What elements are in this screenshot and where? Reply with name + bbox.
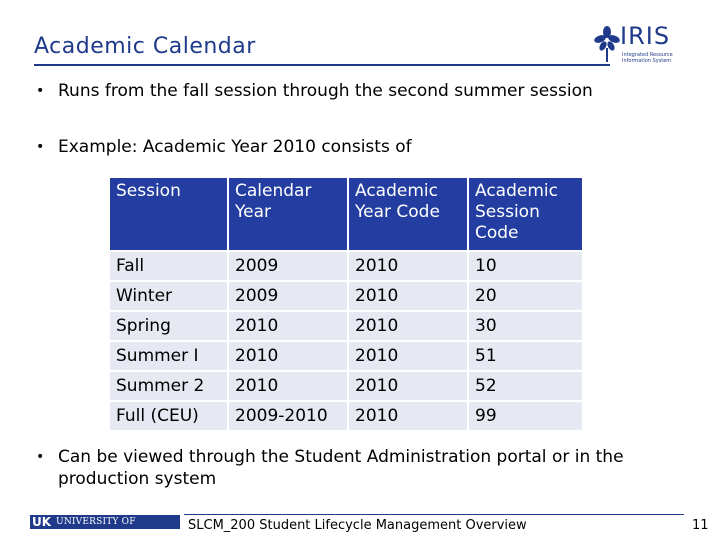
table-row <box>110 402 582 430</box>
slide-title: Academic Calendar <box>34 34 256 59</box>
cell-session-code: 52 <box>469 372 582 400</box>
uk-mark: UK <box>32 515 52 529</box>
university-name: UNIVERSITY OF KENTUCKY <box>53 515 180 529</box>
cell-session-code: 30 <box>469 312 582 340</box>
bullet-text: Example: Academic Year 2010 consists of <box>58 137 412 157</box>
cell-session-code: 51 <box>469 342 582 370</box>
cell-session-code: 99 <box>469 402 582 430</box>
table-row <box>110 372 582 400</box>
bullet-2 <box>36 136 678 158</box>
bullet-1 <box>36 80 678 102</box>
bullet-text: Runs from the fall session through the second summer session <box>58 81 593 101</box>
cell-calendar-year: 2010 <box>229 312 347 340</box>
bullet-text: Can be viewed through the Student Administration portal or in the production system <box>58 447 624 489</box>
cell-session: Summer 2 <box>110 372 227 400</box>
cell-session: Fall <box>110 252 227 280</box>
cell-calendar-year: 2010 <box>229 342 347 370</box>
header-academic-session-code: Academic Session Code <box>469 178 582 250</box>
cell-calendar-year: 2009 <box>229 282 347 310</box>
cell-academic-year-code: 2010 <box>349 312 467 340</box>
cell-session: Full (CEU) <box>110 402 227 430</box>
header-session: Session <box>110 178 227 250</box>
header-calendar-year: Calendar Year <box>229 178 347 250</box>
cell-session: Winter <box>110 282 227 310</box>
cell-session-code: 20 <box>469 282 582 310</box>
iris-logo <box>592 20 682 70</box>
cell-session-code: 10 <box>469 252 582 280</box>
cell-calendar-year: 2009 <box>229 252 347 280</box>
academic-calendar-table <box>108 176 584 432</box>
bullet-3 <box>36 446 678 490</box>
footer-course-title: SLCM_200 Student Lifecycle Management Overview <box>184 514 684 534</box>
cell-academic-year-code: 2010 <box>349 252 467 280</box>
table-header-row <box>110 178 582 250</box>
cell-academic-year-code: 2010 <box>349 342 467 370</box>
title-underline <box>34 64 610 66</box>
bullet-dot: • <box>36 83 45 99</box>
cell-academic-year-code: 2010 <box>349 372 467 400</box>
flower-icon <box>592 24 622 64</box>
table-row <box>110 312 582 340</box>
cell-session: Spring <box>110 312 227 340</box>
table-row <box>110 342 582 370</box>
cell-calendar-year: 2009-2010 <box>229 402 347 430</box>
cell-calendar-year: 2010 <box>229 372 347 400</box>
university-logo <box>30 514 180 541</box>
bullet-dot: • <box>36 449 45 465</box>
iris-logo-text: IRIS <box>620 22 671 50</box>
header-academic-year-code: Academic Year Code <box>349 178 467 250</box>
table-row <box>110 252 582 280</box>
iris-logo-subtitle: Integrated Resource Information System <box>622 52 673 64</box>
table-row <box>110 282 582 310</box>
cell-session: Summer I <box>110 342 227 370</box>
bullet-dot: • <box>36 139 45 155</box>
cell-academic-year-code: 2010 <box>349 402 467 430</box>
cell-academic-year-code: 2010 <box>349 282 467 310</box>
page-number: 11 <box>692 518 709 533</box>
